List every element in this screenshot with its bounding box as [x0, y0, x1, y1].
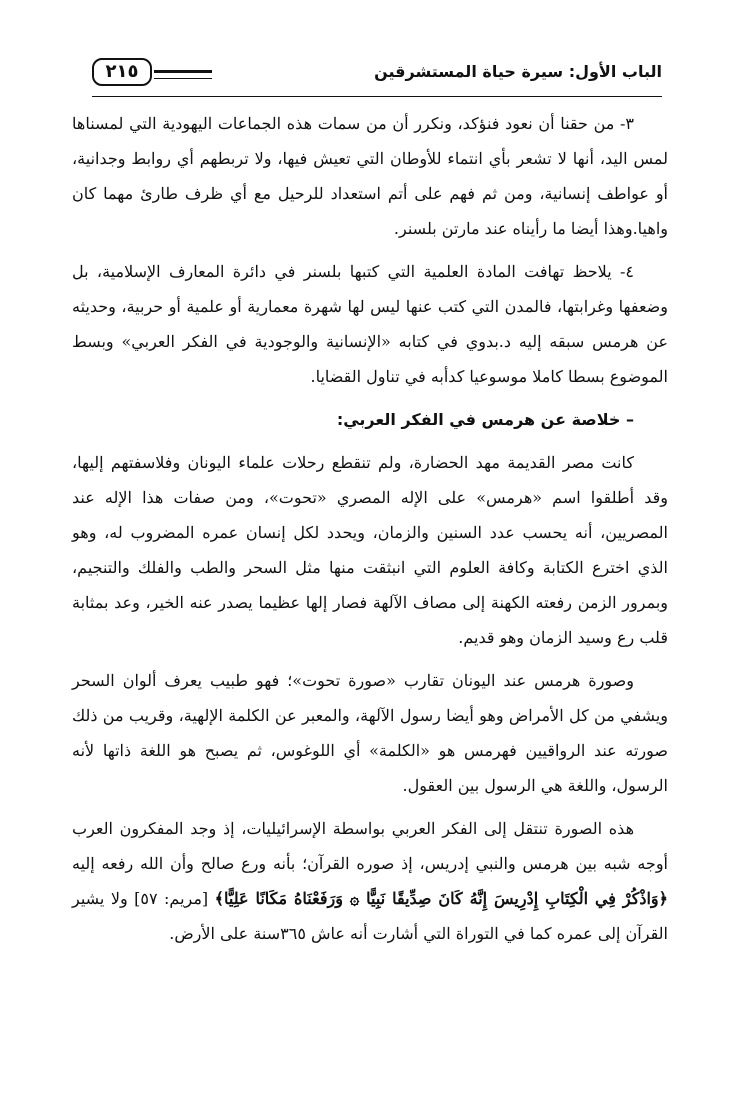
- paragraph-ancient-egypt: كانت مصر القديمة مهد الحضارة، ولم تنقطع رحلات علماء اليونان وفلاسفتهم إليها، وقد أطلقوا اسم «هرمس» على الإله المصري «تحوت»، ومن صفات هذا الإله عند المصريين، أنه يحسب عدد السنين والزمان، ويحدد لكل إنسان عمره المضروب له، وهو الذي اخترع الكتابة وكافة العلوم التي انبثقت منها مثل السحر والطب والفلك والتنجيم، وبمرور الزمن رفعته الكهنة إلى مصاف الآلهة فصار إلها عظيما يصدر عنه الخير، وعد بمثابة قلب رع وسيد الزمان وهو قديم.: [72, 453, 668, 647]
- paragraph-arab-thought-end: ولا يشير القرآن إلى عمره كما في التوراة التي أشارت أنه عاش ٣٦٥سنة على الأرض.: [72, 889, 668, 943]
- page-header: [92, 56, 662, 98]
- paragraph-arab-thought: [72, 811, 668, 951]
- paragraph-arab-thought-text: هذه الصورة تنتقل إلى الفكر العربي بواسطة الإسرائيليات، إذ وجد المفكرون العرب أوجه شبه بين هرمس والنبي إدريس، إذ صوره القرآن؛ بأنه ورع صالح وأن الله رفعه إليه: [72, 819, 668, 873]
- paragraph-greek-hermes: وصورة هرمس عند اليونان تقارب «صورة تحوت»؛ فهو طبيب يعرف ألوان السحر ويشفي من كل الأمراض وهو أيضا رسول الآلهة، والمعبر عن الكلمة الإلهية، وقريب من ذلك صورته عند الرواقيين فهرمس هو «الكلمة» أي اللوغوس، ثم يصبح هو اللغة ذاتها لأنه الرسول، واللغة هي الرسول بين العقول.: [72, 671, 668, 795]
- paragraph-point-3: ٣- من حقنا أن نعود فنؤكد، ونكرر أن من سمات هذه الجماعات اليهودية التي لمسناها لمس اليد، أنها لا تشعر بأي انتماء للأوطان التي تعيش فيها، ولا تربطهم أي روابط وجدانية، أو عواطف إنسانية، ومن ثم فهم على أتم استعداد للرحيل مع أي ظرف طارئ مهما كان واهيا.وهذا أيضا ما رأيناه عند مارتن بلسنر.: [72, 114, 669, 238]
- page-number: ٢١٥: [92, 58, 152, 86]
- header-rule: [154, 70, 212, 73]
- header-divider: [92, 96, 662, 97]
- quran-verse: ﴿وَاذْكُرْ فِي الْكِتَابِ إِدْرِيسَ إِنَّهُ كَانَ صِدِّيقًا نَبِيًّا ۞ وَرَفَعْنَاهُ مَكَانًا عَلِيًّا﴾: [214, 889, 669, 908]
- running-title: الباب الأول: سيرة حياة المستشرقين: [374, 62, 662, 81]
- paragraph-point-4: ٤- يلاحظ تهافت المادة العلمية التي كتبها بلسنر في دائرة المعارف الإسلامية، بل وضعفها وغرابتها، فالمدن التي كتب عنها ليس لها شهرة معمارية أو علمية أو حربية، وحديثه عن هرمس سبقه إليه د.بدوي في كتابه «الإنسانية والوجودية في الفكر العربي» وبسط الموضوع بسطا كاملا موسوعيا كدأبه في تناول القضايا.: [72, 262, 668, 386]
- verse-citation: [مريم: ٥٧]: [127, 889, 215, 908]
- header-rule-thin: [154, 78, 212, 79]
- section-heading: – خلاصة عن هرمس في الفكر العربي:: [336, 410, 634, 429]
- page-body: [72, 106, 668, 959]
